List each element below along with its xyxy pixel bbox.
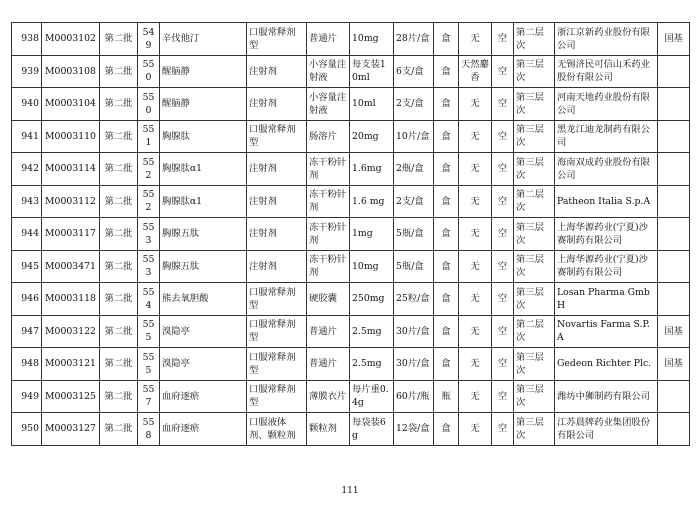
reference-a-cell: 天然麝香 — [459, 55, 492, 88]
drug-list-table — [11, 22, 690, 446]
dosage-form-cell: 口服常释剂型 — [247, 283, 307, 316]
catalog-sequence-cell: 555 — [138, 348, 160, 381]
catalog-sequence-cell: 552 — [138, 153, 160, 186]
specification-type-cell: 颗粒剂 — [307, 413, 350, 446]
dosage-form-cell: 口服常释剂型 — [247, 23, 307, 56]
reference-b-cell: 空 — [492, 348, 514, 381]
strength-cell: 1.6 mg — [350, 185, 394, 218]
dosage-form-cell: 注射剂 — [247, 153, 307, 186]
specification-type-cell: 薄膜衣片 — [307, 380, 350, 413]
essential-drug-flag-cell — [658, 218, 690, 251]
strength-cell: 每片重0.4g — [350, 380, 394, 413]
drug-name-cell: 辛伐他汀 — [160, 23, 247, 56]
manufacturer-cell: 潍坊中狮制药有限公司 — [555, 380, 658, 413]
drug-code-cell: M0003108 — [42, 55, 100, 88]
batch-cell: 第二批 — [100, 153, 138, 186]
package-cell: 6支/盒 — [394, 55, 434, 88]
row-number-cell: 943 — [12, 185, 42, 218]
drug-name-cell: 血府逐瘀 — [160, 380, 247, 413]
batch-cell: 第二批 — [100, 120, 138, 153]
unit-cell: 盒 — [434, 153, 459, 186]
batch-cell: 第二批 — [100, 413, 138, 446]
manufacturer-cell: 黑龙江迪龙制药有限公司 — [555, 120, 658, 153]
catalog-sequence-cell: 557 — [138, 380, 160, 413]
reference-a-cell: 无 — [459, 218, 492, 251]
batch-cell: 第二批 — [100, 218, 138, 251]
package-cell: 30片/盒 — [394, 348, 434, 381]
catalog-sequence-cell: 549 — [138, 23, 160, 56]
specification-type-cell: 冻干粉针剂 — [307, 218, 350, 251]
reference-b-cell: 空 — [492, 55, 514, 88]
row-number-cell: 947 — [12, 315, 42, 348]
reference-b-cell: 空 — [492, 380, 514, 413]
strength-cell: 10ml — [350, 88, 394, 121]
dosage-form-cell: 口服常释剂型 — [247, 315, 307, 348]
reference-b-cell: 空 — [492, 23, 514, 56]
package-cell: 25粒/盒 — [394, 283, 434, 316]
dosage-form-cell: 注射剂 — [247, 218, 307, 251]
drug-code-cell: M0003121 — [42, 348, 100, 381]
specification-type-cell: 硬胶囊 — [307, 283, 350, 316]
quality-level-cell: 第三层次 — [514, 250, 555, 283]
package-cell: 10片/盒 — [394, 120, 434, 153]
reference-b-cell: 空 — [492, 218, 514, 251]
dosage-form-cell: 注射剂 — [247, 88, 307, 121]
package-cell: 2瓶/盒 — [394, 153, 434, 186]
unit-cell: 盒 — [434, 120, 459, 153]
reference-a-cell: 无 — [459, 283, 492, 316]
table-row — [12, 88, 690, 121]
quality-level-cell: 第三层次 — [514, 120, 555, 153]
catalog-sequence-cell: 555 — [138, 315, 160, 348]
specification-type-cell: 普通片 — [307, 23, 350, 56]
batch-cell: 第二批 — [100, 185, 138, 218]
package-cell: 5瓶/盒 — [394, 250, 434, 283]
quality-level-cell: 第三层次 — [514, 218, 555, 251]
reference-b-cell: 空 — [492, 120, 514, 153]
reference-a-cell: 无 — [459, 120, 492, 153]
strength-cell: 每袋装6g — [350, 413, 394, 446]
batch-cell: 第二批 — [100, 55, 138, 88]
drug-name-cell: 醒脑静 — [160, 55, 247, 88]
essential-drug-flag-cell — [658, 88, 690, 121]
strength-cell: 1.6mg — [350, 153, 394, 186]
row-number-cell: 944 — [12, 218, 42, 251]
essential-drug-flag-cell — [658, 283, 690, 316]
page-number: 111 — [341, 486, 359, 496]
batch-cell: 第二批 — [100, 88, 138, 121]
drug-name-cell: 胸腺肽α1 — [160, 153, 247, 186]
quality-level-cell: 第三层次 — [514, 55, 555, 88]
drug-name-cell: 溴隐亭 — [160, 315, 247, 348]
essential-drug-flag-cell: 国基 — [658, 315, 690, 348]
reference-b-cell: 空 — [492, 283, 514, 316]
drug-code-cell: M0003471 — [42, 250, 100, 283]
row-number-cell: 949 — [12, 380, 42, 413]
reference-a-cell: 无 — [459, 88, 492, 121]
drug-code-cell: M0003118 — [42, 283, 100, 316]
drug-code-cell: M0003117 — [42, 218, 100, 251]
unit-cell: 盒 — [434, 23, 459, 56]
essential-drug-flag-cell — [658, 120, 690, 153]
drug-code-cell: M0003112 — [42, 185, 100, 218]
catalog-sequence-cell: 553 — [138, 250, 160, 283]
table-row — [12, 315, 690, 348]
essential-drug-flag-cell: 国基 — [658, 348, 690, 381]
strength-cell: 10mg — [350, 250, 394, 283]
dosage-form-cell: 口服常释剂型 — [247, 348, 307, 381]
strength-cell: 每支装10ml — [350, 55, 394, 88]
dosage-form-cell: 口服液体剂、颗粒剂 — [247, 413, 307, 446]
essential-drug-flag-cell: 国基 — [658, 23, 690, 56]
manufacturer-cell: 河南天地药业股份有限公司 — [555, 88, 658, 121]
reference-b-cell: 空 — [492, 413, 514, 446]
reference-a-cell: 无 — [459, 380, 492, 413]
row-number-cell: 945 — [12, 250, 42, 283]
drug-name-cell: 熊去氧胆酸 — [160, 283, 247, 316]
package-cell: 12袋/盒 — [394, 413, 434, 446]
unit-cell: 瓶 — [434, 380, 459, 413]
table-row — [12, 23, 690, 56]
drug-code-cell: M0003114 — [42, 153, 100, 186]
row-number-cell: 938 — [12, 23, 42, 56]
package-cell: 60片/瓶 — [394, 380, 434, 413]
dosage-form-cell: 口服常释剂型 — [247, 120, 307, 153]
unit-cell: 盒 — [434, 218, 459, 251]
dosage-form-cell: 口服常释剂型 — [247, 380, 307, 413]
reference-a-cell: 无 — [459, 153, 492, 186]
quality-level-cell: 第三层次 — [514, 88, 555, 121]
row-number-cell: 946 — [12, 283, 42, 316]
specification-type-cell: 冻干粉针剂 — [307, 250, 350, 283]
drug-name-cell: 胸腺肽 — [160, 120, 247, 153]
drug-name-cell: 胸腺五肽 — [160, 218, 247, 251]
batch-cell: 第二批 — [100, 348, 138, 381]
catalog-sequence-cell: 553 — [138, 218, 160, 251]
unit-cell: 盒 — [434, 250, 459, 283]
quality-level-cell: 第二层次 — [514, 315, 555, 348]
dosage-form-cell: 注射剂 — [247, 185, 307, 218]
unit-cell: 盒 — [434, 348, 459, 381]
batch-cell: 第二批 — [100, 380, 138, 413]
dosage-form-cell: 注射剂 — [247, 55, 307, 88]
manufacturer-cell: Losan Pharma GmbH — [555, 283, 658, 316]
essential-drug-flag-cell — [658, 413, 690, 446]
unit-cell: 盒 — [434, 283, 459, 316]
row-number-cell: 942 — [12, 153, 42, 186]
package-cell: 2支/盒 — [394, 88, 434, 121]
essential-drug-flag-cell — [658, 153, 690, 186]
reference-a-cell: 无 — [459, 23, 492, 56]
unit-cell: 盒 — [434, 413, 459, 446]
drug-name-cell: 胸腺五肽 — [160, 250, 247, 283]
unit-cell: 盒 — [434, 55, 459, 88]
manufacturer-cell: Patheon Italia S.p.A — [555, 185, 658, 218]
quality-level-cell: 第三层次 — [514, 413, 555, 446]
manufacturer-cell: 江苏晨牌药业集团股份有限公司 — [555, 413, 658, 446]
drug-code-cell: M0003104 — [42, 88, 100, 121]
table-row — [12, 153, 690, 186]
essential-drug-flag-cell — [658, 250, 690, 283]
package-cell: 2支/盒 — [394, 185, 434, 218]
reference-b-cell: 空 — [492, 315, 514, 348]
table-row — [12, 348, 690, 381]
reference-a-cell: 无 — [459, 348, 492, 381]
drug-name-cell: 醒脑静 — [160, 88, 247, 121]
reference-b-cell: 空 — [492, 250, 514, 283]
drug-code-cell: M0003122 — [42, 315, 100, 348]
essential-drug-flag-cell — [658, 185, 690, 218]
quality-level-cell: 第三层次 — [514, 380, 555, 413]
essential-drug-flag-cell — [658, 55, 690, 88]
drug-code-cell: M0003110 — [42, 120, 100, 153]
specification-type-cell: 普通片 — [307, 315, 350, 348]
row-number-cell: 939 — [12, 55, 42, 88]
table-row — [12, 55, 690, 88]
strength-cell: 20mg — [350, 120, 394, 153]
strength-cell: 2.5mg — [350, 348, 394, 381]
essential-drug-flag-cell — [658, 380, 690, 413]
catalog-sequence-cell: 550 — [138, 88, 160, 121]
drug-name-cell: 胸腺肽α1 — [160, 185, 247, 218]
table-row — [12, 413, 690, 446]
manufacturer-cell: 海南双成药业股份有限公司 — [555, 153, 658, 186]
manufacturer-cell: 上海华源药业(宁夏)沙赛制药有限公司 — [555, 218, 658, 251]
manufacturer-cell: 无锡济民可信山禾药业股份有限公司 — [555, 55, 658, 88]
quality-level-cell: 第三层次 — [514, 153, 555, 186]
unit-cell: 盒 — [434, 185, 459, 218]
reference-b-cell: 空 — [492, 88, 514, 121]
drug-code-cell: M0003125 — [42, 380, 100, 413]
reference-a-cell: 无 — [459, 413, 492, 446]
specification-type-cell: 肠溶片 — [307, 120, 350, 153]
reference-b-cell: 空 — [492, 153, 514, 186]
row-number-cell: 950 — [12, 413, 42, 446]
strength-cell: 250mg — [350, 283, 394, 316]
strength-cell: 2.5mg — [350, 315, 394, 348]
table-row — [12, 283, 690, 316]
manufacturer-cell: Novartis Farma S.P.A — [555, 315, 658, 348]
batch-cell: 第二批 — [100, 23, 138, 56]
manufacturer-cell: 上海华源药业(宁夏)沙赛制药有限公司 — [555, 250, 658, 283]
package-cell: 30片/盒 — [394, 315, 434, 348]
strength-cell: 10mg — [350, 23, 394, 56]
batch-cell: 第二批 — [100, 250, 138, 283]
drug-name-cell: 血府逐瘀 — [160, 413, 247, 446]
package-cell: 28片/盒 — [394, 23, 434, 56]
drug-code-cell: M0003102 — [42, 23, 100, 56]
unit-cell: 盒 — [434, 88, 459, 121]
quality-level-cell: 第三层次 — [514, 283, 555, 316]
catalog-sequence-cell: 554 — [138, 283, 160, 316]
strength-cell: 1mg — [350, 218, 394, 251]
dosage-form-cell: 注射剂 — [247, 250, 307, 283]
reference-a-cell: 无 — [459, 185, 492, 218]
reference-b-cell: 空 — [492, 185, 514, 218]
reference-a-cell: 无 — [459, 315, 492, 348]
row-number-cell: 940 — [12, 88, 42, 121]
specification-type-cell: 小容量注射液 — [307, 55, 350, 88]
table-row — [12, 120, 690, 153]
table-row — [12, 185, 690, 218]
package-cell: 5瓶/盒 — [394, 218, 434, 251]
quality-level-cell: 第二层次 — [514, 23, 555, 56]
table-row — [12, 250, 690, 283]
specification-type-cell: 冻干粉针剂 — [307, 153, 350, 186]
row-number-cell: 941 — [12, 120, 42, 153]
batch-cell: 第二批 — [100, 315, 138, 348]
batch-cell: 第二批 — [100, 283, 138, 316]
quality-level-cell: 第三层次 — [514, 348, 555, 381]
manufacturer-cell: 浙江京新药业股份有限公司 — [555, 23, 658, 56]
table-row — [12, 380, 690, 413]
catalog-sequence-cell: 550 — [138, 55, 160, 88]
reference-a-cell: 无 — [459, 250, 492, 283]
drug-name-cell: 溴隐亭 — [160, 348, 247, 381]
unit-cell: 盒 — [434, 315, 459, 348]
specification-type-cell: 冻干粉针剂 — [307, 185, 350, 218]
table-row — [12, 218, 690, 251]
catalog-sequence-cell: 552 — [138, 185, 160, 218]
specification-type-cell: 小容量注射液 — [307, 88, 350, 121]
catalog-sequence-cell: 558 — [138, 413, 160, 446]
catalog-sequence-cell: 551 — [138, 120, 160, 153]
specification-type-cell: 普通片 — [307, 348, 350, 381]
table-body — [12, 23, 690, 446]
row-number-cell: 948 — [12, 348, 42, 381]
drug-code-cell: M0003127 — [42, 413, 100, 446]
quality-level-cell: 第二层次 — [514, 185, 555, 218]
manufacturer-cell: Gedeon Richter Plc. — [555, 348, 658, 381]
